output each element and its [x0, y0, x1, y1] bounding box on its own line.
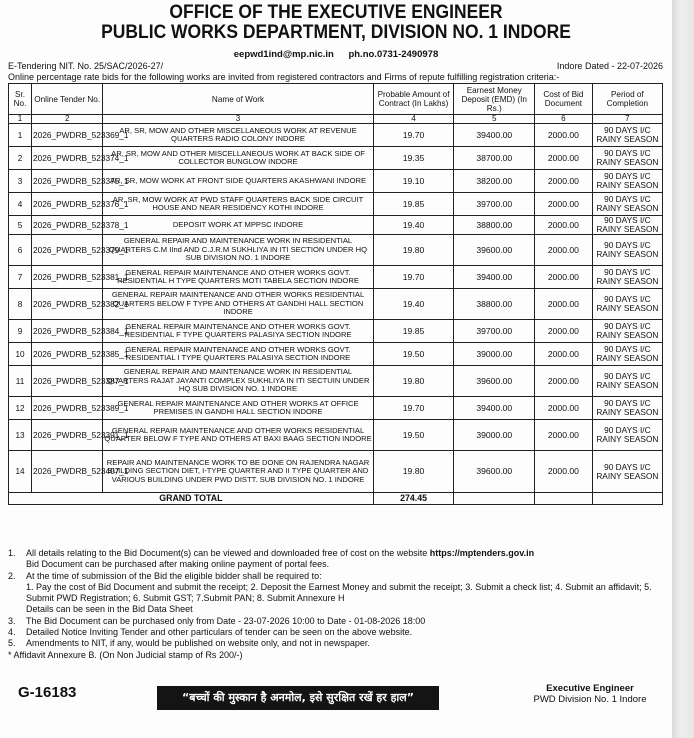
table-header-row — [9, 84, 663, 115]
row-name-of-work: AR, SR, MOW WORK AT PWD STAFF QUARTERS BACK SIDE CIRCUIT HOUSE AND NEAR RESIDENCY KOTHI INDORE — [103, 193, 373, 216]
row-emd: 39600.00 — [454, 235, 535, 266]
table-row — [9, 397, 663, 420]
row-name-of-work: DEPOSIT WORK AT MPPSC INDORE — [103, 216, 373, 235]
row-sr-no: 13 — [9, 420, 32, 451]
row-name-of-work: GENERAL REPAIR MAINTENANCE AND OTHER WORKS RESIDENTIAL QUARTER BELOW F TYPE AND OTHERS AT BAXI BAAG SECTION INDORE — [103, 420, 373, 451]
row-tender-no: 2026_PWDRB_523407_1 — [32, 451, 103, 493]
row-period: 90 DAYS I/C RAINY SEASON — [592, 216, 662, 235]
table-row — [9, 216, 663, 235]
note-5 — [8, 638, 668, 649]
row-period: 90 DAYS I/C RAINY SEASON — [592, 289, 662, 320]
row-bid-cost: 2000.00 — [535, 289, 593, 320]
row-bid-cost: 2000.00 — [535, 320, 593, 343]
table-row — [9, 366, 663, 397]
row-sr-no: 6 — [9, 235, 32, 266]
row-period: 90 DAYS I/C RAINY SEASON — [592, 235, 662, 266]
row-sr-no: 3 — [9, 170, 32, 193]
row-emd: 39400.00 — [454, 397, 535, 420]
row-tender-no: 2026_PWDRB_523382_1 — [32, 289, 103, 320]
row-period: 90 DAYS I/C RAINY SEASON — [592, 343, 662, 366]
row-sr-no: 1 — [9, 124, 32, 147]
header-name-of-work: Name of Work — [103, 84, 373, 115]
signatory-office: PWD Division No. 1 Indore — [533, 694, 647, 705]
table-row — [9, 420, 663, 451]
table-row — [9, 289, 663, 320]
row-bid-cost: 2000.00 — [535, 235, 593, 266]
row-tender-no: 2026_PWDRB_523389_1 — [32, 397, 103, 420]
row-bid-cost: 2000.00 — [535, 266, 593, 289]
row-tender-no: 2026_PWDRB_523375_1 — [32, 170, 103, 193]
signatory-title: Executive Engineer — [546, 683, 634, 694]
note-1 — [8, 548, 668, 571]
column-number: 6 — [535, 115, 593, 124]
table-row — [9, 451, 663, 493]
signatory-block — [520, 683, 660, 705]
phone-number: ph.no.0731-2490978 — [348, 49, 439, 60]
row-amount: 19.40 — [373, 289, 454, 320]
note-text: Amendments to NIT, if any, would be published on website only, and not in newspaper. — [26, 638, 370, 649]
row-period: 90 DAYS I/C RAINY SEASON — [592, 320, 662, 343]
grand-total-row — [9, 493, 663, 505]
row-sr-no: 9 — [9, 320, 32, 343]
header-bid-cost: Cost of Bid Document — [535, 84, 593, 115]
column-number-row — [9, 115, 663, 124]
affidavit-note: * Affidavit Annexure B. (On Non Judicial stamp of Rs 200/-) — [8, 649, 243, 660]
row-amount: 19.85 — [373, 193, 454, 216]
tender-website-link[interactable]: https://mptenders.gov.in — [429, 548, 535, 558]
note-number: 2. — [8, 570, 16, 581]
row-name-of-work: AR, SR, MOW WORK AT FRONT SIDE QUARTERS AKASHWANI INDORE — [103, 170, 373, 193]
row-bid-cost: 2000.00 — [535, 451, 593, 493]
department-title: PUBLIC WORKS DEPARTMENT, DIVISION NO. 1 INDORE — [101, 22, 571, 43]
header-period: Period of Completion — [592, 84, 662, 115]
row-period: 90 DAYS I/C RAINY SEASON — [592, 124, 662, 147]
row-emd: 38700.00 — [454, 147, 535, 170]
nit-line — [8, 61, 663, 71]
row-bid-cost: 2000.00 — [535, 216, 593, 235]
row-sr-no: 4 — [9, 193, 32, 216]
row-emd: 38800.00 — [454, 216, 535, 235]
row-tender-no: 2026_PWDRB_523369_1 — [32, 124, 103, 147]
row-sr-no: 11 — [9, 366, 32, 397]
page-edge — [672, 0, 694, 738]
row-amount: 19.80 — [373, 366, 454, 397]
row-tender-no: 2026_PWDRB_523376_1 — [32, 193, 103, 216]
column-number: 1 — [9, 115, 32, 124]
column-number: 4 — [373, 115, 454, 124]
row-emd: 39600.00 — [454, 366, 535, 397]
column-number: 7 — [592, 115, 662, 124]
note-number: 3. — [8, 615, 16, 626]
row-amount: 19.10 — [373, 170, 454, 193]
row-tender-no: 2026_PWDRB_523374_1 — [32, 147, 103, 170]
row-amount: 19.70 — [373, 397, 454, 420]
contact-line — [0, 49, 672, 60]
note-4 — [8, 627, 668, 638]
row-bid-cost: 2000.00 — [535, 366, 593, 397]
note-number: 1. — [8, 548, 16, 558]
row-name-of-work: GENERAL REPAIR MAINTENANCE AND OTHER WORKS GOVT. RESIDENTIAL F TYPE QUARTERS PALASIYA SECTION INDORE — [103, 320, 373, 343]
note-3 — [8, 616, 668, 627]
grand-total-empty — [454, 493, 535, 505]
row-period: 90 DAYS I/C RAINY SEASON — [592, 170, 662, 193]
row-tender-no: 2026_PWDRB_523391_1 — [32, 420, 103, 451]
row-sr-no: 2 — [9, 147, 32, 170]
row-name-of-work: GENERAL REPAIR MAINTENANCE AND OTHER WORKS GOVT. RESIDENTIAL I TYPE QUARTERS PALASIYA SECTION INDORE — [103, 343, 373, 366]
note-text: The Bid Document can be purchased only from Date - 23-07-2026 10:00 to Date - 01-08-2026 18:00 — [26, 615, 426, 626]
row-emd: 39700.00 — [454, 193, 535, 216]
grand-total-empty — [592, 493, 662, 505]
row-emd: 39400.00 — [454, 266, 535, 289]
row-sr-no: 7 — [9, 266, 32, 289]
row-amount: 19.70 — [373, 124, 454, 147]
row-emd: 39700.00 — [454, 320, 535, 343]
row-bid-cost: 2000.00 — [535, 193, 593, 216]
row-tender-no: 2026_PWDRB_523384_1 — [32, 320, 103, 343]
row-amount: 19.80 — [373, 235, 454, 266]
row-bid-cost: 2000.00 — [535, 343, 593, 366]
row-period: 90 DAYS I/C RAINY SEASON — [592, 420, 662, 451]
header-tender-no: Online Tender No. — [32, 84, 103, 115]
row-sr-no: 14 — [9, 451, 32, 493]
note-text: All details relating to the Bid Document(s) can be viewed and downloaded free of cost on the website — [26, 548, 428, 558]
row-bid-cost: 2000.00 — [535, 170, 593, 193]
notes-section — [8, 548, 668, 661]
row-emd: 39000.00 — [454, 343, 535, 366]
column-number: 5 — [454, 115, 535, 124]
note-number: 4. — [8, 627, 16, 638]
row-amount: 19.40 — [373, 216, 454, 235]
grand-total-value: 274.45 — [373, 493, 454, 505]
row-tender-no: 2026_PWDRB_523381_1 — [32, 266, 103, 289]
email-address: eepwd1ind@mp.nic.in — [233, 49, 334, 60]
row-emd: 39400.00 — [454, 124, 535, 147]
row-name-of-work: AR, SR, MOW AND OTHER MISCELLANEOUS WORK AT REVENUE QUARTERS RADIO COLONY INDORE — [103, 124, 373, 147]
grand-total-empty — [535, 493, 593, 505]
note-text: Bid Document can be purchased after making online payment of portal fees. — [26, 559, 330, 570]
column-number: 2 — [32, 115, 103, 124]
row-amount: 19.50 — [373, 420, 454, 451]
row-sr-no: 12 — [9, 397, 32, 420]
row-name-of-work: GENERAL REPAIR MAINTENANCE AND OTHER WORKS RESIDENTIAL QUARTERS BELOW F TYPE AND OTHERS AT GANDHI HALL SECTION INDORE — [103, 289, 373, 320]
header-amount: Probable Amount of Contract (In Lakhs) — [373, 84, 454, 115]
row-period: 90 DAYS I/C RAINY SEASON — [592, 266, 662, 289]
row-period: 90 DAYS I/C RAINY SEASON — [592, 193, 662, 216]
table-row — [9, 170, 663, 193]
row-name-of-work: GENERAL REPAIR AND MAINTENANCE WORK IN RESIDENTIAL QUARTERS C.M IInd AND C.J.R.M SUKHLIYA IN ITI SECTION UNDER HQ SUB DIVISION NO. 1 INDORE — [103, 235, 373, 266]
nit-number: E-Tendering NIT. No. 25/SAC/2026-27/ — [8, 61, 164, 71]
row-name-of-work: AR, SR, MOW AND OTHER MISCELLANEOUS WORK AT BACK SIDE OF COLLECTOR BUNGLOW INDORE — [103, 147, 373, 170]
row-amount: 19.80 — [373, 451, 454, 493]
header-sr-no: Sr. No. — [9, 84, 32, 115]
row-amount: 19.70 — [373, 266, 454, 289]
row-name-of-work: GENERAL REPAIR AND MAINTENANCE WORK IN RESIDENTIAL QUARTERS RAJAT JAYANTI COMPLEX SUKHLIYA IN ITI SECTUIN UNDER HQ SUB DIVISION NO. 1 INDORE — [103, 366, 373, 397]
row-amount: 19.85 — [373, 320, 454, 343]
row-sr-no: 8 — [9, 289, 32, 320]
row-tender-no: 2026_PWDRB_523379_1 — [32, 235, 103, 266]
row-emd: 39600.00 — [454, 451, 535, 493]
row-name-of-work: GENERAL REPAIR MAINTENANCE AND OTHER WORKS AT OFFICE PREMISES IN GANDHI HALL SECTION INDORE — [103, 397, 373, 420]
office-title: OFFICE OF THE EXECUTIVE ENGINEER — [169, 2, 503, 23]
intro-text: Online percentage rate bids for the following works are invited from registered contractors and Firms of repute fulfilling registration criteria:- — [8, 72, 560, 82]
row-bid-cost: 2000.00 — [535, 147, 593, 170]
table-row — [9, 193, 663, 216]
note-2 — [8, 571, 668, 616]
row-sr-no: 5 — [9, 216, 32, 235]
row-bid-cost: 2000.00 — [535, 397, 593, 420]
note-text: Details can be seen in the Bid Data Sheet — [26, 604, 193, 615]
row-tender-no: 2026_PWDRB_523385_1 — [32, 343, 103, 366]
nit-date: Indore Dated - 22-07-2026 — [556, 61, 663, 71]
table-row — [9, 320, 663, 343]
note-number: 5. — [8, 638, 16, 649]
table-row — [9, 266, 663, 289]
row-emd: 38800.00 — [454, 289, 535, 320]
table-row — [9, 124, 663, 147]
note-text: 1. Pay the cost of Bid Document and submit the receipt; 2. Deposit the Earnest Money and submit the receipt; 3. Submit a check list; 4. Submit an affidavit; 5. Submit PWD Registration; 6. Submit GST; 7.Submit PAN; 8. Submit Annexure H — [26, 581, 652, 604]
table-row — [9, 147, 663, 170]
row-bid-cost: 2000.00 — [535, 420, 593, 451]
column-number: 3 — [103, 115, 373, 124]
row-name-of-work: GENERAL REPAIR MAINTENANCE AND OTHER WORKS GOVT. RESIDENTIAL H TYPE QUARTERS MOTI TABELA SECTION INDORE — [103, 266, 373, 289]
note-text: Detailed Notice Inviting Tender and other particulars of tender can be seen on the above website. — [26, 627, 413, 638]
grand-total-label: GRAND TOTAL — [9, 493, 374, 505]
table-row — [9, 235, 663, 266]
row-name-of-work: REPAIR AND MAINTENANCE WORK TO BE DONE ON RAJENDRA NAGAR BUILDING SECTION DIET, I-TYPE QUARTER AND II TYPE QUARTER AND VARIOUS BUILDING UNDER PWD DISTT. SUB DIVISION NO. 1 INDORE — [103, 451, 373, 493]
tender-table — [8, 83, 663, 505]
note-text: At the time of submission of the Bid the eligible bidder shall be required to: — [26, 570, 322, 581]
table-row — [9, 343, 663, 366]
row-period: 90 DAYS I/C RAINY SEASON — [592, 366, 662, 397]
header-emd: Earnest Money Deposit (EMD) (In Rs.) — [454, 84, 535, 115]
row-emd: 38200.00 — [454, 170, 535, 193]
row-amount: 19.35 — [373, 147, 454, 170]
row-sr-no: 10 — [9, 343, 32, 366]
row-tender-no: 2026_PWDRB_523378_1 — [32, 216, 103, 235]
row-emd: 39000.00 — [454, 420, 535, 451]
row-amount: 19.50 — [373, 343, 454, 366]
row-bid-cost: 2000.00 — [535, 124, 593, 147]
hindi-slogan-banner: “बच्चों की मुस्कान है अनमोल, इसे सुरक्षित रखें हर हाल” — [157, 686, 439, 710]
row-tender-no: 2026_PWDRB_523387_1 — [32, 366, 103, 397]
g-number: G-16183 — [18, 684, 77, 701]
row-period: 90 DAYS I/C RAINY SEASON — [592, 147, 662, 170]
row-period: 90 DAYS I/C RAINY SEASON — [592, 397, 662, 420]
row-period: 90 DAYS I/C RAINY SEASON — [592, 451, 662, 493]
